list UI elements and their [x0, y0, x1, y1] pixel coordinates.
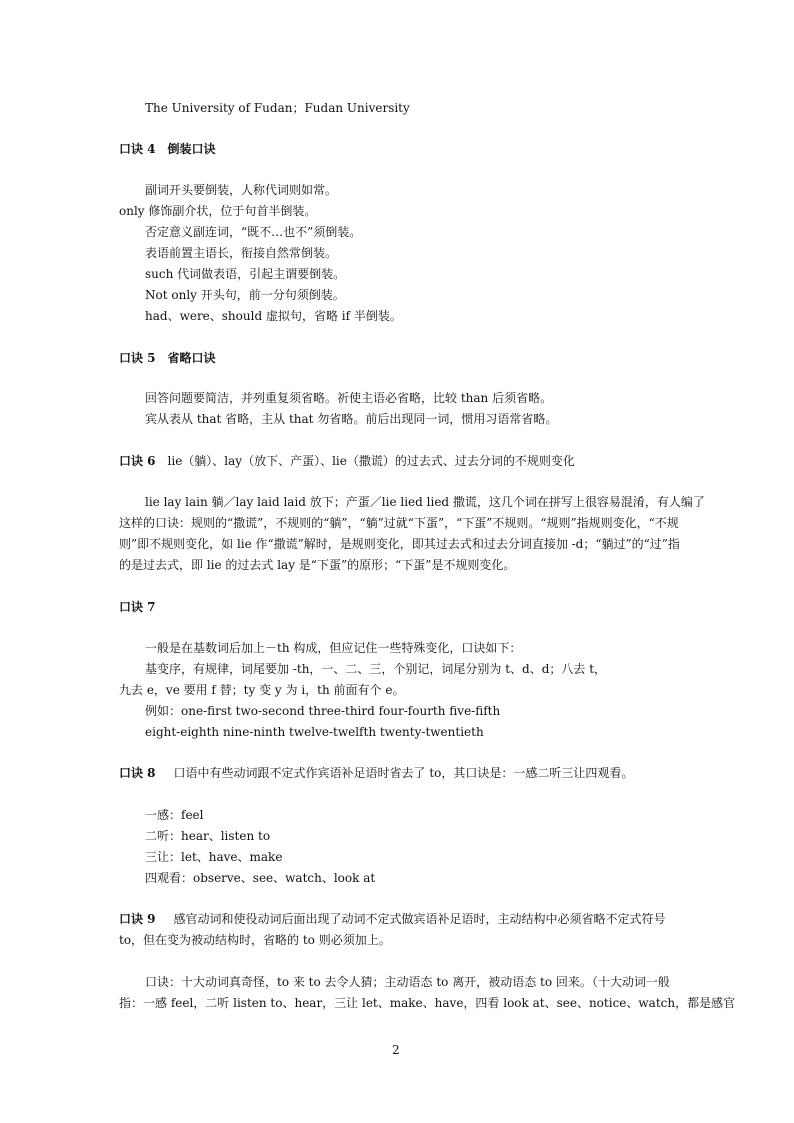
section-6-line: lie lay lain 躺／lay laid laid 放下；产蛋／lie lied lied 撒谎，这几个词在拼写上很容易混淆，有人编了 — [145, 495, 705, 509]
section-9-title-cont: to，但在变为被动结构时，省略的 to 则必须加上。 — [119, 933, 391, 947]
section-7-line: 九去 e，ve 要用 f 替；ty 变 y 为 i，th 前面有个 e。 — [119, 683, 405, 697]
section-8-line: 一感：feel — [145, 808, 204, 822]
section-8-title: 口语中有些动词跟不定式作宾语补足语时省去了 to，其口诀是：一感二听三让四观看。 — [173, 766, 634, 780]
section-5-line: 回答问题要简洁，并列重复须省略。祈使主语必省略，比较 than 后须省略。 — [145, 391, 553, 405]
section-5-title: 省略口诀 — [167, 351, 216, 365]
section-7-key: 口诀 7 — [119, 600, 156, 614]
page-number: 2 — [392, 1043, 400, 1057]
section-9-title: 感官动词和使役动词后面出现了动词不定式做宾语补足语时，主动结构中必须省略不定式符号 — [173, 912, 666, 926]
section-4-line: such 代词做表语，引起主谓要倒装。 — [145, 267, 346, 281]
section-6-key: 口诀 6 — [119, 454, 156, 468]
section-6-line: 这样的口诀：规则的“撒谎”，不规则的“躺”，“躺”过就“下蛋”，“下蛋”不规则。“规则”指规则变化，“不规 — [119, 516, 679, 530]
section-8-heading — [119, 766, 633, 780]
section-6-title: lie（躺）、lay（放下、产蛋）、lie（撒谎）的过去式、过去分词的不规则变化 — [167, 454, 575, 468]
section-7-line: 基变序，有规律，词尾要加 -th，一、二、三，个别记，词尾分别为 t、d、d；八去 t， — [145, 662, 607, 676]
section-8-line: 二听：hear、listen to — [145, 829, 271, 843]
section-8-line: 四观看：observe、see、watch、look at — [145, 871, 376, 885]
section-7-heading — [119, 600, 156, 614]
section-9-heading — [119, 912, 666, 926]
section-8-key: 口诀 8 — [119, 766, 156, 780]
section-4-line: Not only 开头句，前一分句须倒装。 — [145, 288, 345, 302]
section-9-key: 口诀 9 — [119, 912, 156, 926]
section-4-line: 表语前置主语长，衔接自然常倒装。 — [145, 246, 338, 260]
section-5-key: 口诀 5 — [119, 351, 156, 365]
section-9-line: 指：一感 feel，二听 listen to、hear，三让 let、make、have，四看 look at、see、notice、watch，都是感官 — [119, 996, 736, 1010]
section-5-heading — [119, 351, 216, 365]
section-4-title: 倒装口诀 — [167, 142, 216, 156]
section-6-line: 的是过去式，即 lie 的过去式 lay 是“下蛋”的原形；“下蛋”是不规则变化。 — [119, 558, 516, 572]
section-6-heading — [119, 454, 575, 468]
section-4-line: only 修饰副介状，位于句首半倒装。 — [119, 204, 317, 218]
section-4-heading — [119, 142, 216, 156]
section-4-line: 副词开头要倒装，人称代词则如常。 — [145, 183, 338, 197]
section-7-line: 一般是在基数词后加上－th 构成，但应记住一些特殊变化，口诀如下： — [145, 641, 522, 655]
section-6-line: 则”即不规则变化，如 lie 作“撒谎”解时，是规则变化，即其过去式和过去分词直接加 -d；“躺过”的“过”指 — [119, 537, 680, 551]
section-7-line: eight-eighth nine-ninth twelve-twelfth twenty-twentieth — [145, 725, 484, 739]
section-4-line: 否定意义副连词，“既不…也不”须倒装。 — [145, 225, 362, 239]
section-5-line: 宾从表从 that 省略，主从 that 勿省略。前后出现同一词，惯用习语常省略。 — [145, 412, 558, 426]
section-4-key: 口诀 4 — [119, 142, 156, 156]
section-4-line: had、were、should 虚拟句，省略 if 半倒装。 — [145, 309, 402, 323]
section-9-line: 口诀：十大动词真奇怪，to 来 to 去令人猜；主动语态 to 离开，被动语态 to 回来。（十大动词一般 — [145, 975, 670, 989]
section-8-line: 三让：let、have、make — [145, 850, 283, 864]
section-7-line: 例如：one-first two-second three-third four-fourth five-fifth — [145, 704, 501, 718]
top-line: The University of Fudan；Fudan University — [145, 101, 410, 115]
